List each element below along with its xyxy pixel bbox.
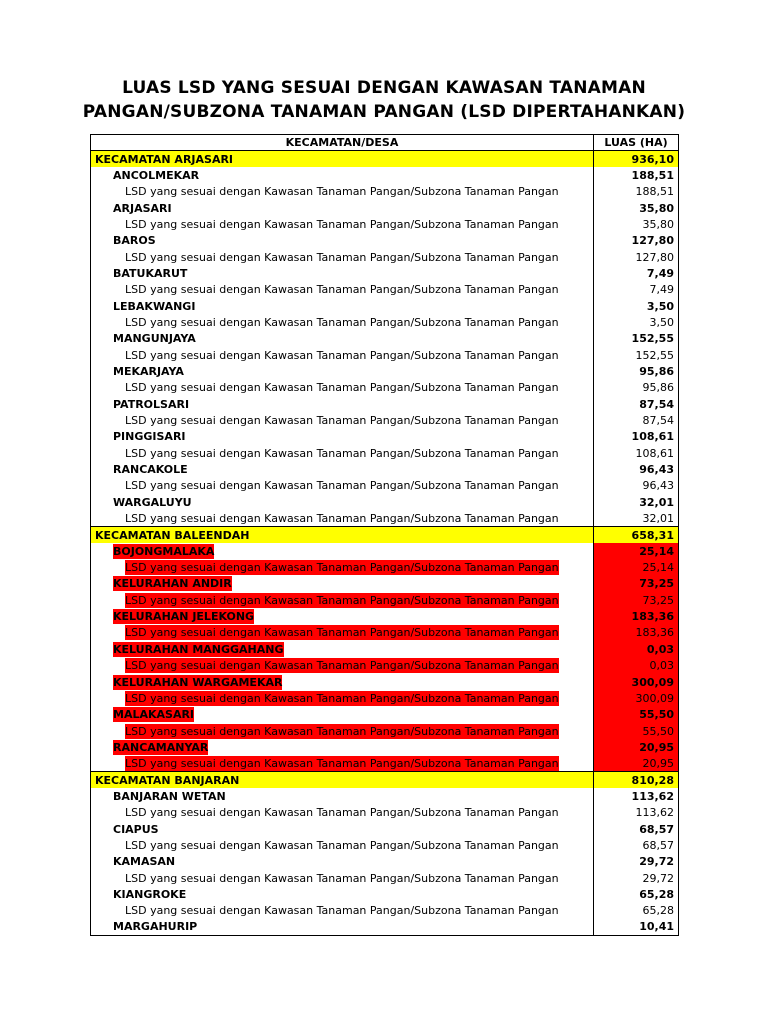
- row-name: LSD yang sesuai dengan Kawasan Tanaman Pangan/Subzona Tanaman Pangan: [125, 593, 559, 607]
- row-area-value: 68,57: [594, 837, 679, 853]
- row-area-value: 65,28: [594, 903, 679, 919]
- row-name: BATUKARUT: [113, 266, 188, 280]
- row-name-cell: [91, 608, 594, 624]
- row-name: MALAKASARI: [113, 708, 195, 722]
- row-name: KELURAHAN WARGAMEKAR: [113, 675, 283, 689]
- row-name: KIANGROKE: [113, 887, 187, 901]
- row-name-cell: [91, 184, 594, 200]
- row-name-cell: [91, 870, 594, 886]
- row-area-value: 20,95: [594, 739, 679, 755]
- row-area-value: 25,14: [594, 543, 679, 559]
- row-name-cell: [91, 903, 594, 919]
- row-name: PINGGISARI: [113, 430, 186, 444]
- desa-row: [91, 576, 679, 592]
- row-name: LSD yang sesuai dengan Kawasan Tanaman Pangan/Subzona Tanaman Pangan: [125, 479, 559, 493]
- row-name: RANCAKOLE: [113, 463, 188, 477]
- row-area-value: 29,72: [594, 870, 679, 886]
- row-area-value: 188,51: [594, 184, 679, 200]
- lsd-row: [91, 837, 679, 853]
- row-name: BAROS: [113, 234, 156, 248]
- lsd-row: [91, 756, 679, 772]
- header-kecamatan-desa: KECAMATAN/DESA: [91, 135, 594, 151]
- row-area-value: 113,62: [594, 788, 679, 804]
- row-name-cell: [91, 167, 594, 183]
- row-name-cell: [91, 298, 594, 314]
- row-area-value: 300,09: [594, 674, 679, 690]
- row-name: LSD yang sesuai dengan Kawasan Tanaman Pangan/Subzona Tanaman Pangan: [125, 626, 559, 640]
- row-area-value: 810,28: [594, 772, 679, 788]
- row-name: LEBAKWANGI: [113, 299, 196, 313]
- row-name-cell: [91, 739, 594, 755]
- desa-row: [91, 298, 679, 314]
- header-luas-ha: LUAS (HA): [594, 135, 679, 151]
- lsd-row: [91, 723, 679, 739]
- row-name-cell: [91, 919, 594, 935]
- row-name: LSD yang sesuai dengan Kawasan Tanaman Pangan/Subzona Tanaman Pangan: [125, 838, 559, 852]
- row-name-cell: [91, 151, 594, 167]
- row-area-value: 7,49: [594, 282, 679, 298]
- row-area-value: 68,57: [594, 821, 679, 837]
- row-name-cell: [91, 658, 594, 674]
- row-name: MANGUNJAYA: [113, 332, 196, 346]
- row-area-value: 108,61: [594, 445, 679, 461]
- row-area-value: 95,86: [594, 380, 679, 396]
- row-area-value: 87,54: [594, 396, 679, 412]
- row-name: BANJARAN WETAN: [113, 789, 226, 803]
- desa-row: [91, 707, 679, 723]
- row-name-cell: [91, 445, 594, 461]
- desa-row: [91, 886, 679, 902]
- row-name: WARGALUYU: [113, 495, 192, 509]
- lsd-row: [91, 478, 679, 494]
- desa-row: [91, 788, 679, 804]
- row-name-cell: [91, 249, 594, 265]
- row-name: ANCOLMEKAR: [113, 168, 200, 182]
- row-name-cell: [91, 723, 594, 739]
- row-name: LSD yang sesuai dengan Kawasan Tanaman Pangan/Subzona Tanaman Pangan: [125, 756, 559, 770]
- desa-row: [91, 461, 679, 477]
- lsd-row: [91, 380, 679, 396]
- row-area-value: 188,51: [594, 167, 679, 183]
- row-area-value: 0,03: [594, 658, 679, 674]
- row-name-cell: [91, 641, 594, 657]
- kecamatan-row: [91, 772, 679, 788]
- row-name: LSD yang sesuai dengan Kawasan Tanaman Pangan/Subzona Tanaman Pangan: [125, 446, 559, 460]
- row-name-cell: [91, 625, 594, 641]
- row-area-value: 108,61: [594, 429, 679, 445]
- kecamatan-row: [91, 527, 679, 543]
- row-name-cell: [91, 772, 594, 788]
- row-name: KELURAHAN ANDIR: [113, 577, 232, 591]
- title-line-1: LUAS LSD YANG SESUAI DENGAN KAWASAN TANAMAN: [122, 78, 646, 98]
- row-name-cell: [91, 396, 594, 412]
- row-area-value: 183,36: [594, 608, 679, 624]
- row-name: BOJONGMALAKA: [113, 544, 215, 558]
- row-name-cell: [91, 265, 594, 281]
- row-area-value: 7,49: [594, 265, 679, 281]
- row-area-value: 32,01: [594, 494, 679, 510]
- row-name-cell: [91, 756, 594, 772]
- row-name-cell: [91, 478, 594, 494]
- lsd-row: [91, 249, 679, 265]
- title-line-2: PANGAN/SUBZONA TANAMAN PANGAN (LSD DIPERTAHANKAN): [82, 102, 686, 122]
- desa-row: [91, 543, 679, 559]
- desa-row: [91, 494, 679, 510]
- row-name-cell: [91, 347, 594, 363]
- row-name: KECAMATAN BANJARAN: [95, 773, 240, 787]
- row-name-cell: [91, 559, 594, 575]
- row-name: LSD yang sesuai dengan Kawasan Tanaman Pangan/Subzona Tanaman Pangan: [125, 185, 559, 199]
- row-area-value: 95,86: [594, 363, 679, 379]
- row-name: LSD yang sesuai dengan Kawasan Tanaman Pangan/Subzona Tanaman Pangan: [125, 561, 559, 575]
- row-area-value: 73,25: [594, 576, 679, 592]
- row-name-cell: [91, 510, 594, 526]
- desa-row: [91, 233, 679, 249]
- row-name: MEKARJAYA: [113, 364, 184, 378]
- row-name-cell: [91, 837, 594, 853]
- row-name-cell: [91, 788, 594, 804]
- desa-row: [91, 674, 679, 690]
- row-name: CIAPUS: [113, 822, 159, 836]
- lsd-row: [91, 870, 679, 886]
- desa-row: [91, 331, 679, 347]
- desa-row: [91, 429, 679, 445]
- row-name-cell: [91, 576, 594, 592]
- row-area-value: 55,50: [594, 723, 679, 739]
- lsd-row: [91, 216, 679, 232]
- row-area-value: 152,55: [594, 347, 679, 363]
- desa-row: [91, 854, 679, 870]
- row-name-cell: [91, 543, 594, 559]
- lsd-row: [91, 314, 679, 330]
- row-name-cell: [91, 461, 594, 477]
- desa-row: [91, 641, 679, 657]
- row-area-value: 183,36: [594, 625, 679, 641]
- row-name-cell: [91, 707, 594, 723]
- row-area-value: 658,31: [594, 527, 679, 543]
- lsd-row: [91, 445, 679, 461]
- row-name: LSD yang sesuai dengan Kawasan Tanaman Pangan/Subzona Tanaman Pangan: [125, 871, 559, 885]
- lsd-row: [91, 592, 679, 608]
- row-name-cell: [91, 314, 594, 330]
- row-name-cell: [91, 886, 594, 902]
- row-name-cell: [91, 429, 594, 445]
- lsd-row: [91, 347, 679, 363]
- row-area-value: 96,43: [594, 478, 679, 494]
- row-name-cell: [91, 805, 594, 821]
- row-name-cell: [91, 233, 594, 249]
- row-area-value: 96,43: [594, 461, 679, 477]
- row-name: LSD yang sesuai dengan Kawasan Tanaman Pangan/Subzona Tanaman Pangan: [125, 315, 559, 329]
- row-name: KECAMATAN ARJASARI: [95, 152, 234, 166]
- kecamatan-row: [91, 151, 679, 167]
- row-area-value: 0,03: [594, 641, 679, 657]
- row-area-value: 35,80: [594, 216, 679, 232]
- row-name-cell: [91, 363, 594, 379]
- desa-row: [91, 821, 679, 837]
- row-name: KELURAHAN JELEKONG: [113, 610, 255, 624]
- row-name: PATROLSARI: [113, 397, 190, 411]
- row-area-value: 25,14: [594, 559, 679, 575]
- row-area-value: 10,41: [594, 919, 679, 935]
- row-name: LSD yang sesuai dengan Kawasan Tanaman Pangan/Subzona Tanaman Pangan: [125, 414, 559, 428]
- row-area-value: 32,01: [594, 510, 679, 526]
- desa-row: [91, 167, 679, 183]
- row-name: KAMASAN: [113, 855, 176, 869]
- row-area-value: 936,10: [594, 151, 679, 167]
- row-name: LSD yang sesuai dengan Kawasan Tanaman Pangan/Subzona Tanaman Pangan: [125, 806, 559, 820]
- lsd-row: [91, 412, 679, 428]
- row-name: LSD yang sesuai dengan Kawasan Tanaman Pangan/Subzona Tanaman Pangan: [125, 724, 559, 738]
- row-area-value: 127,80: [594, 249, 679, 265]
- row-name: KELURAHAN MANGGAHANG: [113, 642, 284, 656]
- row-area-value: 300,09: [594, 690, 679, 706]
- row-area-value: 29,72: [594, 854, 679, 870]
- row-name-cell: [91, 200, 594, 216]
- row-name-cell: [91, 592, 594, 608]
- row-name-cell: [91, 821, 594, 837]
- row-area-value: 35,80: [594, 200, 679, 216]
- row-name: LSD yang sesuai dengan Kawasan Tanaman Pangan/Subzona Tanaman Pangan: [125, 691, 559, 705]
- desa-row: [91, 919, 679, 935]
- lsd-row: [91, 282, 679, 298]
- desa-row: [91, 200, 679, 216]
- lsd-row: [91, 903, 679, 919]
- row-name-cell: [91, 690, 594, 706]
- desa-row: [91, 739, 679, 755]
- row-name-cell: [91, 331, 594, 347]
- lsd-area-table: [90, 134, 679, 936]
- desa-row: [91, 363, 679, 379]
- row-name-cell: [91, 216, 594, 232]
- desa-row: [91, 265, 679, 281]
- lsd-row: [91, 805, 679, 821]
- row-area-value: 87,54: [594, 412, 679, 428]
- table-header-row: [91, 135, 679, 151]
- row-name-cell: [91, 412, 594, 428]
- row-name-cell: [91, 527, 594, 543]
- row-area-value: 65,28: [594, 886, 679, 902]
- desa-row: [91, 396, 679, 412]
- row-name: RANCAMANYAR: [113, 740, 209, 754]
- row-area-value: 55,50: [594, 707, 679, 723]
- row-area-value: 3,50: [594, 314, 679, 330]
- row-name-cell: [91, 674, 594, 690]
- row-name-cell: [91, 494, 594, 510]
- row-name: ARJASARI: [113, 201, 172, 215]
- row-name: MARGAHURIP: [113, 920, 198, 934]
- row-name: LSD yang sesuai dengan Kawasan Tanaman Pangan/Subzona Tanaman Pangan: [125, 217, 559, 231]
- row-area-value: 127,80: [594, 233, 679, 249]
- row-area-value: 73,25: [594, 592, 679, 608]
- row-area-value: 113,62: [594, 805, 679, 821]
- table-body: [91, 151, 679, 936]
- lsd-row: [91, 510, 679, 526]
- row-name: LSD yang sesuai dengan Kawasan Tanaman Pangan/Subzona Tanaman Pangan: [125, 381, 559, 395]
- lsd-row: [91, 690, 679, 706]
- row-name: LSD yang sesuai dengan Kawasan Tanaman Pangan/Subzona Tanaman Pangan: [125, 283, 559, 297]
- row-name-cell: [91, 854, 594, 870]
- row-name: LSD yang sesuai dengan Kawasan Tanaman Pangan/Subzona Tanaman Pangan: [125, 659, 559, 673]
- row-name-cell: [91, 380, 594, 396]
- lsd-row: [91, 559, 679, 575]
- row-name: LSD yang sesuai dengan Kawasan Tanaman Pangan/Subzona Tanaman Pangan: [125, 250, 559, 264]
- desa-row: [91, 608, 679, 624]
- row-name-cell: [91, 282, 594, 298]
- row-name: LSD yang sesuai dengan Kawasan Tanaman Pangan/Subzona Tanaman Pangan: [125, 904, 559, 918]
- document-title: [0, 76, 768, 124]
- lsd-row: [91, 658, 679, 674]
- row-area-value: 152,55: [594, 331, 679, 347]
- row-area-value: 3,50: [594, 298, 679, 314]
- row-area-value: 20,95: [594, 756, 679, 772]
- row-name: KECAMATAN BALEENDAH: [95, 528, 250, 542]
- row-name: LSD yang sesuai dengan Kawasan Tanaman Pangan/Subzona Tanaman Pangan: [125, 511, 559, 525]
- lsd-row: [91, 625, 679, 641]
- row-name: LSD yang sesuai dengan Kawasan Tanaman Pangan/Subzona Tanaman Pangan: [125, 348, 559, 362]
- lsd-row: [91, 184, 679, 200]
